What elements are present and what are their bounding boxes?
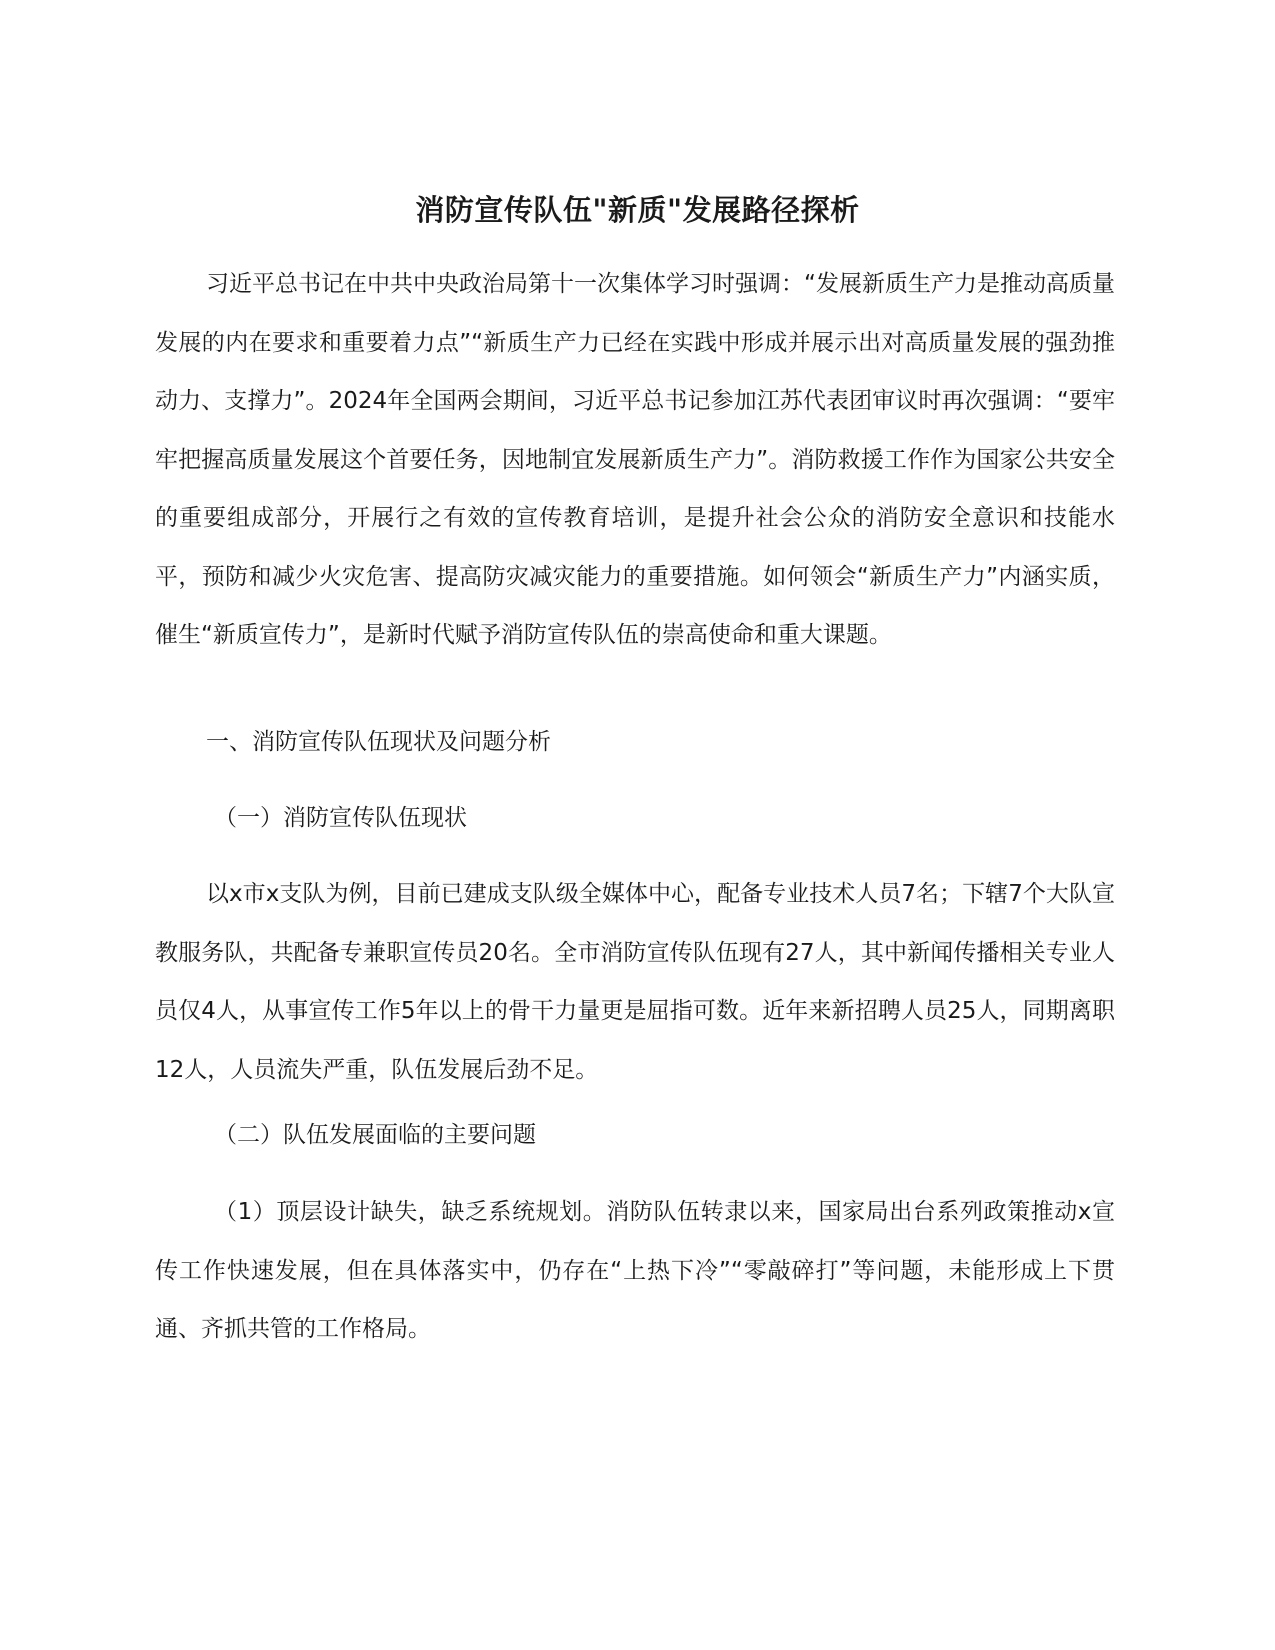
section-1-heading: 一、消防宣传队伍现状及问题分析: [206, 729, 551, 755]
section-1-2-item-1: （1）顶层设计缺失，缺乏系统规划。消防队伍转隶以来，国家局出台系列政策推动x宣传工作快速发展，但在具体落实中，仍存在“上热下冷”“零敲碎打”等问题，未能形成上下贯通、齐抓共管的工作格局。: [155, 1199, 1115, 1342]
intro-paragraph: 习近平总书记在中共中央政治局第十一次集体学习时强调：“发展新质生产力是推动高质量发展的内在要求和重要着力点”“新质生产力已经在实践中形成并展示出对高质量发展的强劲推动力、支撑力”。2024年全国两会期间，习近平总书记参加江苏代表团审议时再次强调：“要牢牢把握高质量发展这个首要任务，因地制宜发展新质生产力”。消防救援工作作为国家公共安全的重要组成部分，开展行之有效的宣传教育培训，是提升社会公众的消防安全意识和技能水平，预防和减少火灾危害、提高防灾减灾能力的重要措施。如何领会“新质生产力”内涵实质，催生“新质宣传力”，是新时代赋予消防宣传队伍的崇高使命和重大课题。: [155, 271, 1115, 648]
section-1-2-heading: （二）队伍发展面临的主要问题: [214, 1122, 536, 1148]
document-title: 消防宣传队伍"新质"发展路径探析: [415, 193, 860, 227]
section-1-1-body: 以x市x支队为例，目前已建成支队级全媒体中心，配备专业技术人员7名；下辖7个大队宣教服务队，共配备专兼职宣传员20名。全市消防宣传队伍现有27人，其中新闻传播相关专业人员仅4人，从事宣传工作5年以上的骨干力量更是屈指可数。近年来新招聘人员25人，同期离职12人，人员流失严重，队伍发展后劲不足。: [155, 881, 1115, 1083]
section-1-1-heading: （一）消防宣传队伍现状: [214, 805, 467, 831]
